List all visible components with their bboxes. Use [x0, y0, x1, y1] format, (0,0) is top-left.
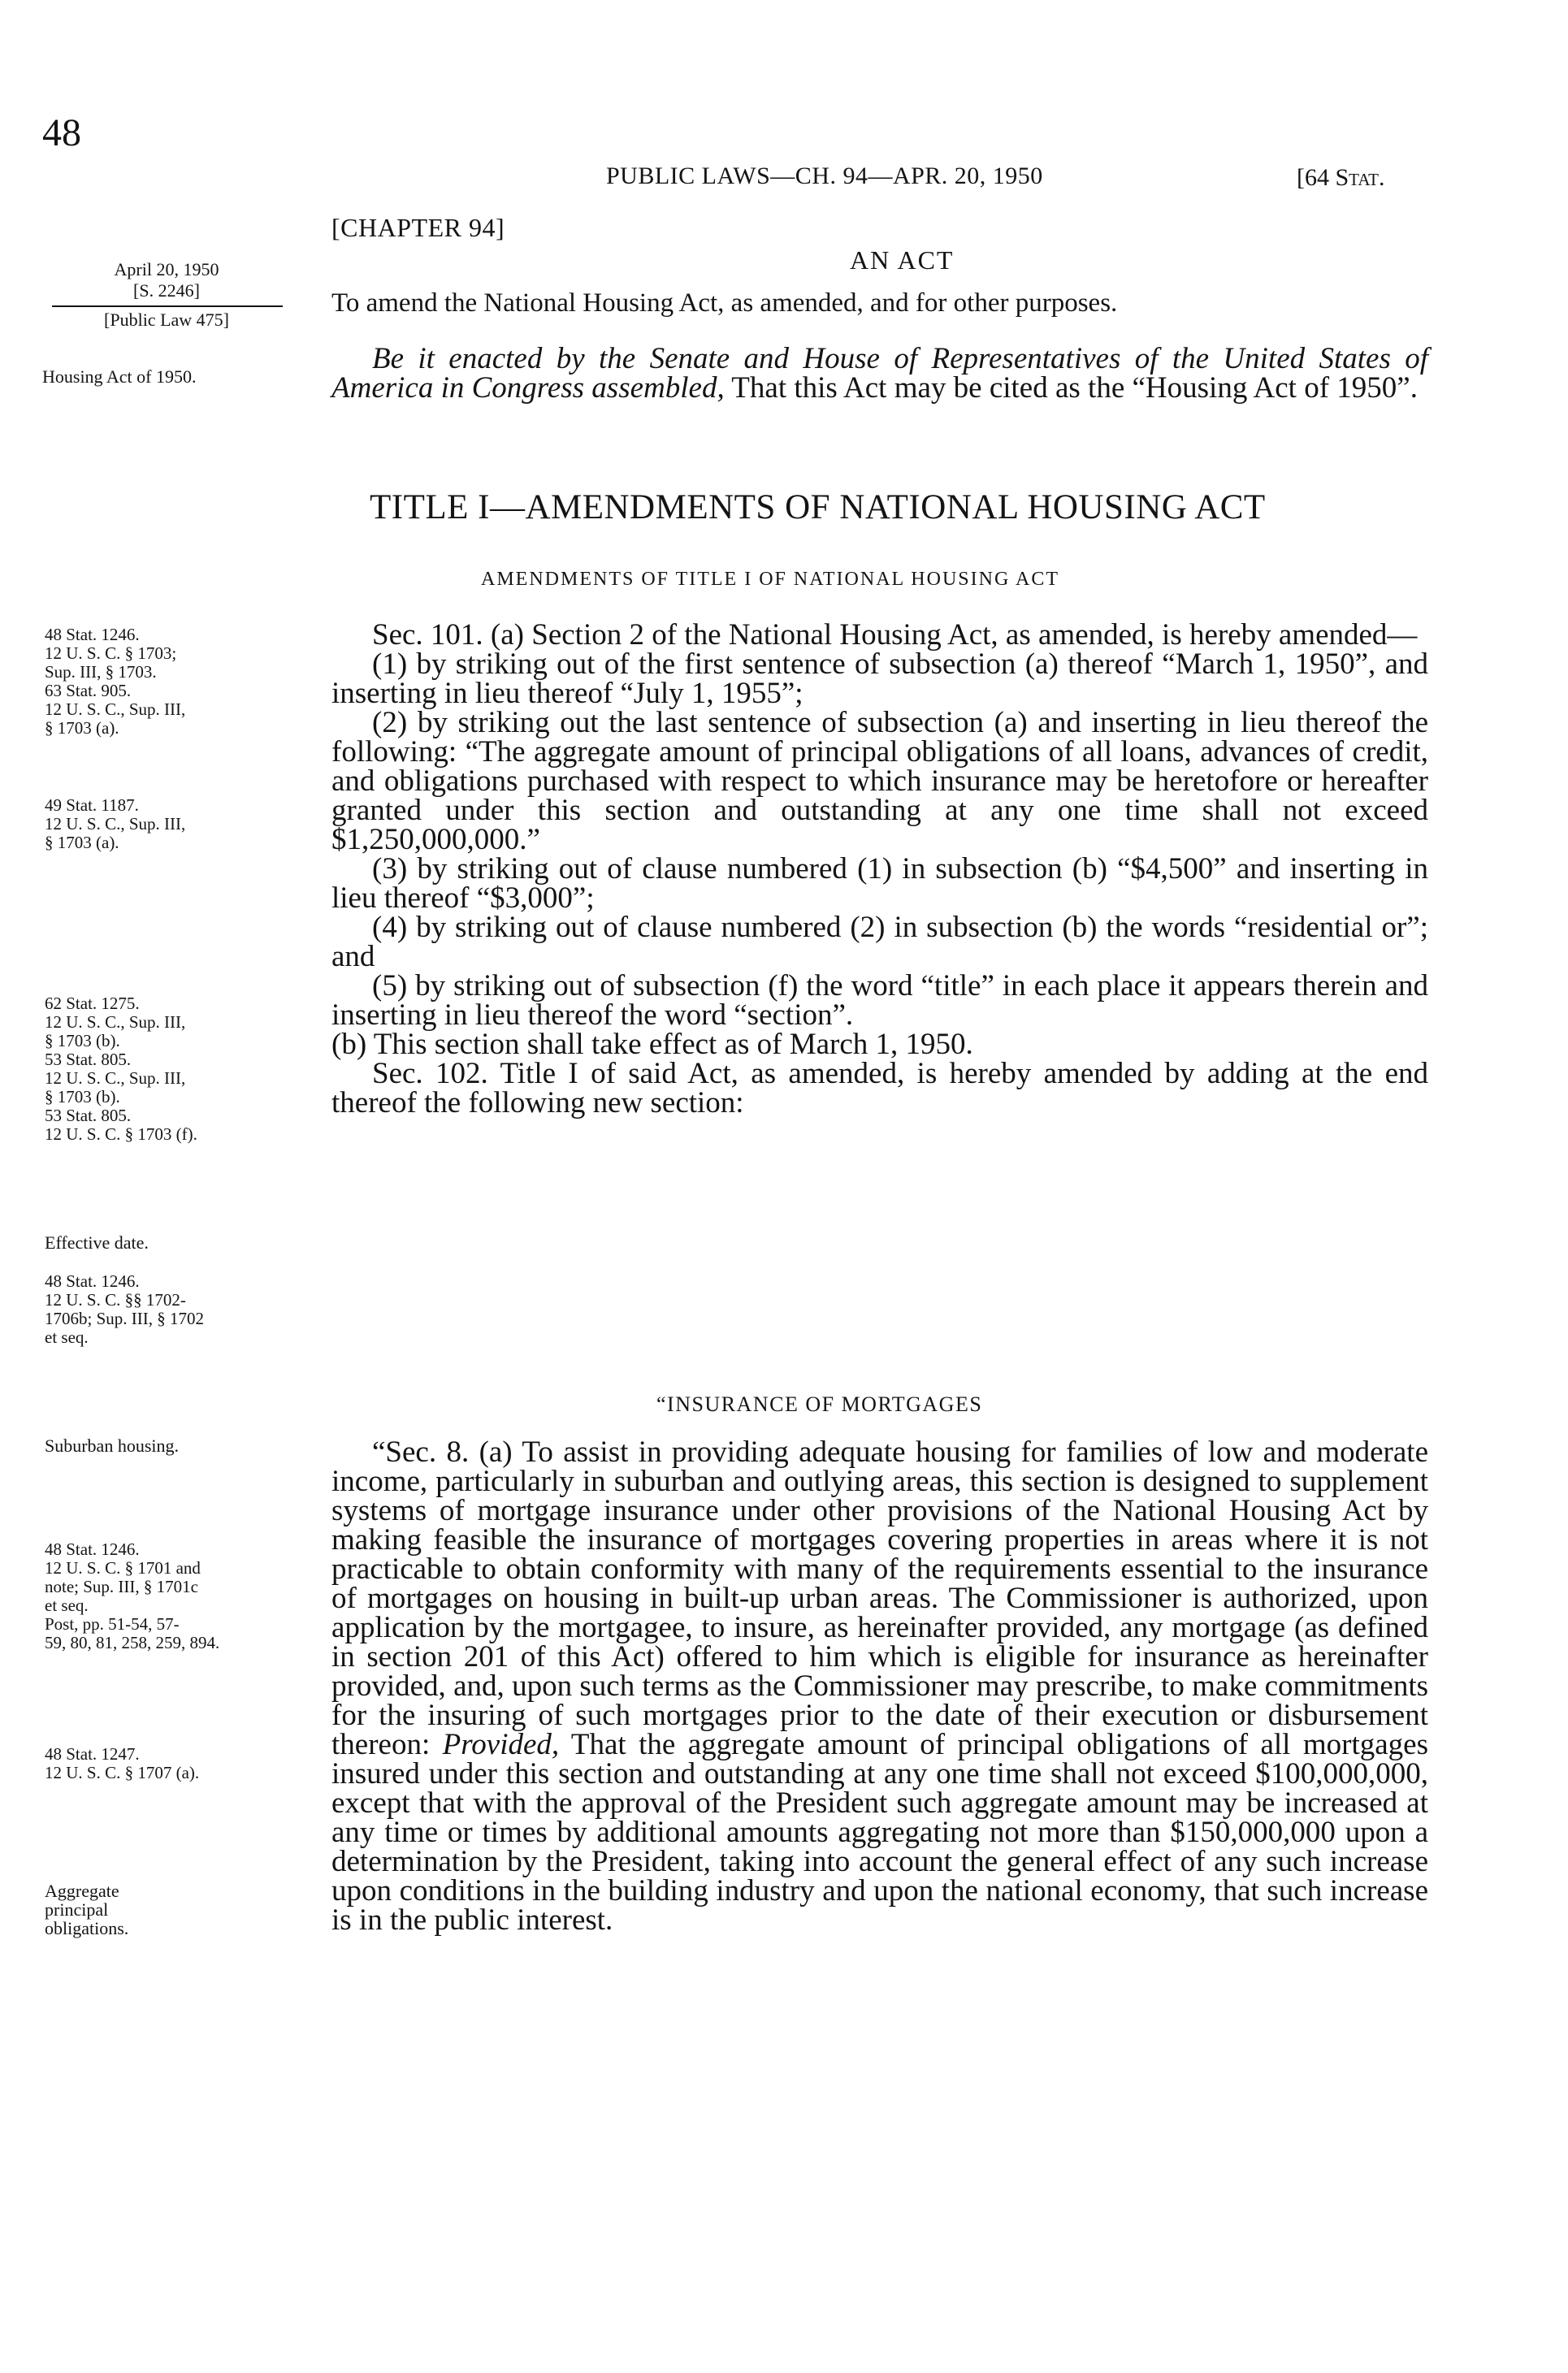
sec101-subsection-b: (b) This section shall take effect as of March 1, 1950.	[331, 1028, 973, 1061]
sec8-part-2: That the aggregate amount of principal obligations of all mortgages insured under this section and outstanding at any one time shall not exceed $100,000,000, except that with the approval of the President such aggregate amount may be increased at any time or times by additional amounts aggregating not more than $150,000,000 upon a determination by the President, taking into account the general effect of any such increase upon conditions in the building industry and upon the national economy, that such increase is in the public interest.	[331, 1728, 1428, 1937]
sec101-paragraph-3: (3) by striking out of clause numbered (1) in subsection (b) “$4,500” and inserting in lieu thereof “$3,000”;	[331, 852, 1428, 915]
section-8	[331, 1435, 1428, 1937]
margin-citation-5: 48 Stat. 1246. 12 U. S. C. § 1701 and note; Sup. III, § 1701c et seq. Post, pp. 51-54, 57- 59, 80, 81, 258, 259, 894.	[45, 1539, 220, 1652]
margin-citation-2: 49 Stat. 1187. 12 U. S. C., Sup. III, § 1703 (a).	[45, 795, 186, 852]
sec8-part-1: “Sec. 8. (a) To assist in providing adequate housing for families of low and moderate income, particularly in suburban and outlying areas, this section is designed to supplement systems of mortgage insurance under other provisions of the National Housing Act by making feasible the insurance of mortgages covering properties in areas where it is not practicable to obtain conformity with many of the requirements essential to the insurance of mortgages on housing in built-up urban areas. The Commissioner is authorized, upon application by the mortgagee, to insure, as hereinafter provided, any mortgage (as defined in section 201 of this Act) offered to him which is eligible for insurance as hereinafter provided, and, upon such terms as the Commissioner may prescribe, to make commitments for the insuring of such mortgages prior to the date of their execution or disbursement thereon:	[331, 1435, 1428, 1761]
margin-divider	[52, 305, 283, 307]
section-101	[331, 618, 1428, 1119]
running-head: PUBLIC LAWS—CH. 94—APR. 20, 1950	[606, 162, 1043, 189]
margin-short-title: Housing Act of 1950.	[42, 366, 197, 387]
sec101-intro: Sec. 101. (a) Section 2 of the National Housing Act, as amended, is hereby amended—	[372, 618, 1418, 652]
margin-effective-date: Effective date.	[45, 1232, 149, 1253]
sec101-paragraph-4: (4) by striking out of clause numbered (2) in subsection (b) the words “residential or”; and	[331, 911, 1428, 973]
insurance-heading: “INSURANCE OF MORTGAGES	[656, 1392, 983, 1416]
margin-citation-1: 48 Stat. 1246. 12 U. S. C. § 1703; Sup. III, § 1703. 63 Stat. 905. 12 U. S. C., Sup. III, § 1703 (a).	[45, 625, 186, 738]
sec101-paragraph-2: (2) by striking out the last sentence of subsection (a) and inserting in lieu thereof the following: “The aggregate amount of principal obligations of all loans, advances of credit, and obligations purchased with respect to which insurance may be heretofore or hereafter granted under this section and outstanding at any one time shall not exceed $1,250,000,000.”	[331, 706, 1428, 856]
margin-bill: [S. 2246]	[133, 280, 200, 301]
act-label: AN ACT	[850, 245, 955, 275]
margin-aggregate-principal: Aggregate principal obligations.	[45, 1881, 129, 1938]
margin-suburban-housing: Suburban housing.	[45, 1435, 179, 1456]
title-heading: TITLE I—AMENDMENTS OF NATIONAL HOUSING ACT	[370, 488, 1266, 526]
page-number: 48	[42, 111, 81, 154]
chapter-label: [CHAPTER 94]	[331, 213, 505, 242]
volume-reference: [64 Stat.	[1297, 164, 1385, 191]
margin-date: April 20, 1950	[114, 259, 219, 279]
section-heading: AMENDMENTS OF TITLE I OF NATIONAL HOUSING ACT	[481, 569, 1059, 590]
margin-citation-3: 62 Stat. 1275. 12 U. S. C., Sup. III, § 1703 (b). 53 Stat. 805. 12 U. S. C., Sup. III, § 1703 (b). 53 Stat. 805. 12 U. S. C. § 1703 (f).	[45, 994, 197, 1144]
enactment-clause	[331, 344, 1428, 403]
enactment-italic: Be it enacted by the Senate and House of Representatives of the United States of America in Congress assembled,	[331, 342, 1428, 405]
act-purpose: To amend the National Housing Act, as amended, and for other purposes.	[331, 288, 1118, 318]
enactment-rest: That this Act may be cited as the “Housing Act of 1950”.	[731, 371, 1418, 405]
margin-citation-6: 48 Stat. 1247. 12 U. S. C. § 1707 (a).	[45, 1744, 200, 1782]
sec8-provided: Provided,	[442, 1728, 560, 1761]
margin-citation-4: 48 Stat. 1246. 12 U. S. C. §§ 1702- 1706b; Sup. III, § 1702 et seq.	[45, 1271, 204, 1347]
section-102: Sec. 102. Title I of said Act, as amended, is hereby amended by adding at the end thereof the following new section:	[331, 1057, 1428, 1119]
sec101-paragraph-1: (1) by striking out of the first sentence of subsection (a) thereof “March 1, 1950”, and inserting in lieu thereof “July 1, 1955”;	[331, 647, 1428, 710]
margin-public-law: [Public Law 475]	[104, 310, 229, 330]
sec101-paragraph-5: (5) by striking out of subsection (f) the word “title” in each place it appears therein and inserting in lieu thereof the word “section”.	[331, 969, 1428, 1032]
